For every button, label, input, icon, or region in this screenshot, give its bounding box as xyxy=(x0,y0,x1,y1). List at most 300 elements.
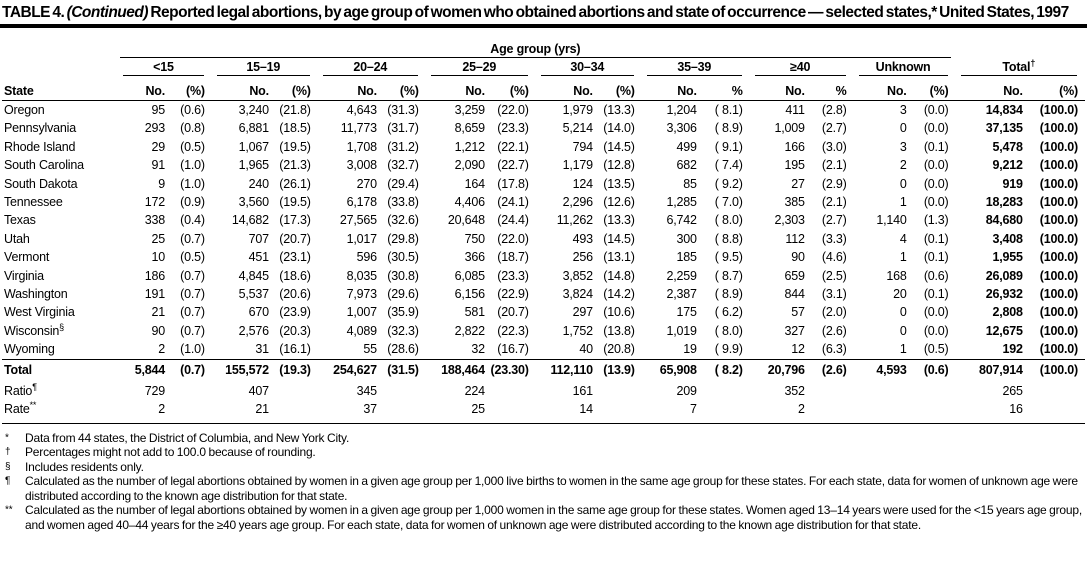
footnote-symbol: ¶ xyxy=(5,475,11,487)
count-cell: 12 xyxy=(791,342,805,357)
pct-cell: (3.1) xyxy=(821,287,847,302)
count-cell: 4,845 xyxy=(238,268,269,283)
count-cell: 844 xyxy=(784,287,805,302)
count-cell: 1,179 xyxy=(562,158,593,173)
pct-cell: (14.0) xyxy=(603,121,635,136)
pct-cell: (32.6) xyxy=(387,213,419,228)
rate-row xyxy=(2,400,1085,423)
pct-cell xyxy=(807,382,854,400)
age-group-header: Age group (yrs) xyxy=(120,42,950,58)
total-row xyxy=(2,359,1085,382)
count-cell: 40 xyxy=(579,342,593,357)
col-group-unknown: Unknown xyxy=(859,60,948,76)
pct-cell: (13.3) xyxy=(603,103,635,117)
subhead-no: No. xyxy=(750,76,807,101)
pct-cell: (17.8) xyxy=(497,176,529,191)
age-group-span-row xyxy=(2,38,1085,58)
count-cell: 188,464 xyxy=(426,359,487,382)
count-cell: 20 xyxy=(893,287,907,302)
pct-cell: (0.1) xyxy=(923,139,949,154)
pct-cell: (20.8) xyxy=(603,342,635,357)
count-cell: 175 xyxy=(676,305,697,320)
pct-cell: (0.5) xyxy=(180,250,205,265)
count-cell: 25 xyxy=(426,400,487,423)
pct-cell: (18.5) xyxy=(279,121,311,136)
pct-cell: (32.7) xyxy=(387,158,419,173)
table-row xyxy=(2,156,1085,174)
pct-cell: (0.0) xyxy=(923,121,949,136)
pct-cell: (0.5) xyxy=(180,139,205,154)
pct-cell xyxy=(595,382,642,400)
count-cell: 161 xyxy=(572,383,593,398)
group-label-row xyxy=(2,58,1085,76)
count-cell: 3,408 xyxy=(992,231,1023,246)
pct-cell: ( 9.5) xyxy=(714,250,743,265)
count-cell: 2,259 xyxy=(666,268,697,283)
count-cell: 3,824 xyxy=(562,287,593,302)
table-row xyxy=(2,119,1085,137)
count-cell: 14,682 xyxy=(231,213,269,228)
pct-cell: (100.0) xyxy=(1025,359,1085,382)
pct-cell: (0.7) xyxy=(180,231,205,246)
pct-cell: (21.8) xyxy=(279,103,311,117)
table-row xyxy=(2,248,1085,266)
subhead-no: No. xyxy=(318,76,379,101)
pct-cell xyxy=(1025,382,1085,400)
count-cell: 682 xyxy=(676,158,697,173)
count-cell: 338 xyxy=(144,213,166,228)
pct-cell: (14.5) xyxy=(603,139,635,154)
subhead-no: No. xyxy=(642,76,699,101)
empty-state-spacer xyxy=(2,58,118,76)
count-cell: 407 xyxy=(248,383,269,398)
pct-cell: (31.2) xyxy=(387,139,419,154)
pct-cell: ( 7.4) xyxy=(714,158,743,173)
pct-cell: (100.0) xyxy=(1039,323,1078,338)
table-row xyxy=(2,285,1085,303)
pct-cell xyxy=(1025,400,1085,423)
title-rule xyxy=(0,24,1087,28)
count-cell: 112,110 xyxy=(536,359,595,382)
count-cell: 1,017 xyxy=(346,231,377,246)
count-cell: 1,204 xyxy=(666,103,697,117)
count-cell: 90 xyxy=(791,250,805,265)
subhead-no: No. xyxy=(536,76,595,101)
pct-cell: (30.5) xyxy=(387,250,419,265)
row-label: South Carolina xyxy=(4,158,84,173)
footnote xyxy=(4,431,1083,446)
pct-cell: (0.7) xyxy=(180,268,205,283)
pct-cell: (19.5) xyxy=(279,195,311,210)
pct-cell: (0.1) xyxy=(923,250,949,265)
count-cell: 499 xyxy=(676,139,697,154)
pct-cell: (16.7) xyxy=(497,342,529,357)
pct-cell: (3.0) xyxy=(821,139,847,154)
row-label: Pennsylvania xyxy=(4,121,76,136)
pct-cell: (18.6) xyxy=(279,268,311,283)
row-label: Texas xyxy=(4,213,36,228)
pct-cell: (13.9) xyxy=(595,359,642,382)
table-row xyxy=(2,267,1085,285)
pct-cell: (100.0) xyxy=(1039,250,1078,265)
pct-cell: (100.0) xyxy=(1039,176,1078,191)
column-subhead-row xyxy=(2,76,1085,101)
count-cell: 26,089 xyxy=(985,268,1023,283)
count-cell: 1 xyxy=(899,195,907,210)
count-cell: 5,478 xyxy=(992,139,1023,154)
footnote xyxy=(4,474,1083,503)
row-label: Vermont xyxy=(4,250,50,265)
count-cell: 1 xyxy=(899,250,907,265)
count-cell: 27 xyxy=(791,176,805,191)
count-cell: 3 xyxy=(899,103,907,117)
pct-cell xyxy=(699,400,750,423)
row-label: West Virginia xyxy=(4,305,75,320)
pct-cell: ( 9.2) xyxy=(714,176,743,191)
footnote xyxy=(4,460,1083,475)
count-cell: 3 xyxy=(899,139,907,154)
pct-cell: (0.7) xyxy=(167,359,212,382)
pct-cell: (24.4) xyxy=(497,213,529,228)
pct-cell: (0.6) xyxy=(180,103,205,117)
count-cell: 2,576 xyxy=(238,323,269,338)
title-text: Reported legal abortions, by age group of women who obtained abortions and state of occurrence — selected states,* United States, 1997 xyxy=(150,4,1069,21)
pct-cell: (13.1) xyxy=(603,250,635,265)
count-cell: 209 xyxy=(676,383,697,398)
count-cell: 596 xyxy=(356,250,377,265)
pct-cell: (20.6) xyxy=(279,287,311,302)
pct-cell xyxy=(909,382,956,400)
count-cell: 707 xyxy=(248,231,269,246)
count-cell: 3,852 xyxy=(562,268,593,283)
pct-cell: (100.0) xyxy=(1039,103,1078,117)
footnote-text: Percentages might not add to 100.0 because of rounding. xyxy=(25,445,316,459)
pct-cell: (21.3) xyxy=(279,158,311,173)
count-cell: 270 xyxy=(356,176,377,191)
count-cell: 7 xyxy=(642,400,699,423)
pct-cell: (10.6) xyxy=(603,305,635,320)
count-cell: 55 xyxy=(363,342,377,357)
count-cell: 659 xyxy=(784,268,805,283)
footnote-symbol: * xyxy=(5,432,9,443)
footnotes xyxy=(4,431,1083,533)
pct-cell xyxy=(487,400,536,423)
count-cell: 8,659 xyxy=(454,121,485,136)
count-cell: 166 xyxy=(784,139,805,154)
count-cell: 65,908 xyxy=(642,359,699,382)
pct-cell: (0.8) xyxy=(180,121,205,136)
subhead-no: No. xyxy=(956,76,1025,101)
pct-cell: (23.3) xyxy=(497,268,529,283)
pct-cell: (100.0) xyxy=(1039,195,1078,210)
count-cell: 750 xyxy=(464,231,485,246)
pct-cell: (22.0) xyxy=(497,231,529,246)
subhead-pct: (%) xyxy=(909,76,956,101)
pct-cell: (1.3) xyxy=(923,213,949,228)
count-cell: 172 xyxy=(144,195,166,210)
count-cell: 11,773 xyxy=(340,121,377,136)
pct-cell: (28.6) xyxy=(387,342,419,357)
pct-cell: (13.5) xyxy=(603,176,635,191)
count-cell: 6,881 xyxy=(238,121,269,136)
count-cell: 729 xyxy=(144,383,166,398)
count-cell: 0 xyxy=(899,323,907,338)
count-cell: 29 xyxy=(151,139,166,154)
count-cell: 5,214 xyxy=(562,121,593,136)
footnote-symbol: ** xyxy=(5,504,13,516)
count-cell xyxy=(854,382,909,400)
count-cell: 451 xyxy=(248,250,269,265)
table-row xyxy=(2,303,1085,321)
row-label: South Dakota xyxy=(4,176,78,191)
count-cell: 195 xyxy=(784,158,805,173)
count-cell: 493 xyxy=(572,231,593,246)
pct-cell: (26.1) xyxy=(279,176,311,191)
count-cell: 32 xyxy=(471,342,485,357)
count-cell: 164 xyxy=(464,176,485,191)
count-cell: 16 xyxy=(956,400,1025,423)
count-cell: 3,259 xyxy=(454,103,485,117)
count-cell: 186 xyxy=(144,268,166,283)
footnote-symbol: § xyxy=(5,461,11,472)
count-cell: 224 xyxy=(464,383,485,398)
count-cell: 0 xyxy=(899,121,907,136)
pct-cell: (0.9) xyxy=(180,195,205,210)
pct-cell: (0.6) xyxy=(909,359,956,382)
pct-cell: (23.9) xyxy=(279,305,311,320)
col-group-lt15: <15 xyxy=(123,60,204,76)
pct-cell: (2.7) xyxy=(821,121,847,136)
pct-cell: (23.3) xyxy=(497,121,529,136)
pct-cell: ( 8.9) xyxy=(714,287,743,302)
count-cell: 12,675 xyxy=(985,323,1023,338)
pct-cell: (14.5) xyxy=(603,231,635,246)
pct-cell: (0.6) xyxy=(923,268,949,283)
subhead-no: No. xyxy=(426,76,487,101)
footnote-text: Includes residents only. xyxy=(25,459,144,474)
count-cell: 385 xyxy=(784,195,805,210)
row-label: Total xyxy=(2,359,118,382)
subhead-pct: (%) xyxy=(271,76,318,101)
pct-cell: (100.0) xyxy=(1039,139,1078,154)
subhead-pct: (%) xyxy=(379,76,426,101)
pct-cell: ( 8.8) xyxy=(714,231,743,246)
pct-cell: (23.30) xyxy=(487,359,536,382)
count-cell: 265 xyxy=(1002,383,1023,398)
pct-cell: (0.0) xyxy=(923,158,949,173)
count-cell: 112 xyxy=(785,231,805,246)
pct-cell: (1.0) xyxy=(180,158,205,173)
count-cell: 7,973 xyxy=(346,287,377,302)
pct-cell: (100.0) xyxy=(1039,287,1078,302)
footnote-symbol: † xyxy=(5,446,11,458)
pct-cell: (100.0) xyxy=(1039,213,1078,228)
footnote-text: Calculated as the number of legal abortions obtained by women in a given age group per 1,000 women in the same age group for these states. Women aged 13–14 years were used for the <15 years age group, and women aged 40–44 years for the ≥40 years age group. For each state, data for women of unknown age were distributed according to the known age distribution for that state. xyxy=(25,503,1082,532)
count-cell: 366 xyxy=(464,250,485,265)
count-cell: 1,009 xyxy=(774,121,805,136)
pct-cell: (0.4) xyxy=(180,213,205,228)
pct-cell xyxy=(379,382,426,400)
pct-cell xyxy=(487,382,536,400)
count-cell: 27,565 xyxy=(339,213,377,228)
footnote xyxy=(4,445,1083,460)
pct-cell: (0.7) xyxy=(180,287,205,302)
count-cell: 1,212 xyxy=(454,139,485,154)
pct-cell: ( 8.7) xyxy=(714,268,743,283)
pct-cell: ( 8.9) xyxy=(714,121,743,136)
pct-cell: (19.3) xyxy=(271,359,318,382)
pct-cell: (13.3) xyxy=(603,213,635,228)
col-group-25-29: 25–29 xyxy=(431,60,528,76)
pct-cell: (0.7) xyxy=(180,323,205,338)
count-cell: 5,844 xyxy=(118,359,167,382)
count-cell: 9 xyxy=(158,176,166,191)
pct-cell: (32.3) xyxy=(387,323,419,338)
count-cell: 57 xyxy=(791,305,805,320)
count-cell: 256 xyxy=(572,250,593,265)
count-cell: 807,914 xyxy=(956,359,1025,382)
count-cell: 3,560 xyxy=(238,195,269,210)
count-cell: 2,296 xyxy=(562,195,593,210)
col-group-35-39: 35–39 xyxy=(647,60,742,76)
table-row xyxy=(2,340,1085,359)
pct-cell: (100.0) xyxy=(1039,231,1078,246)
pct-cell: (3.3) xyxy=(821,231,847,246)
count-cell: 95 xyxy=(151,103,166,117)
count-cell: 4 xyxy=(899,231,907,246)
subhead-pct: (%) xyxy=(1025,76,1085,101)
abortions-table xyxy=(2,38,1085,424)
count-cell: 3,240 xyxy=(238,103,269,117)
count-cell: 794 xyxy=(572,139,593,154)
pct-cell: (1.0) xyxy=(180,342,205,357)
count-cell: 919 xyxy=(1002,176,1023,191)
table-row xyxy=(2,101,1085,120)
count-cell: 3,008 xyxy=(346,158,377,173)
pct-cell xyxy=(595,400,642,423)
pct-cell xyxy=(807,400,854,423)
pct-cell xyxy=(379,400,426,423)
count-cell: 2,303 xyxy=(774,213,805,228)
pct-cell: (2.6) xyxy=(821,323,847,338)
count-cell: 85 xyxy=(683,176,697,191)
row-label: Wisconsin§ xyxy=(4,321,64,338)
count-cell: 168 xyxy=(886,268,907,283)
pct-cell: ( 8.2) xyxy=(699,359,750,382)
pct-cell: (20.3) xyxy=(279,323,311,338)
count-cell: 1,965 xyxy=(238,158,269,173)
row-label: Oregon xyxy=(4,103,45,117)
count-cell: 37 xyxy=(318,400,379,423)
count-cell: 2,387 xyxy=(666,287,697,302)
count-cell: 20,796 xyxy=(750,359,807,382)
pct-cell: (17.3) xyxy=(279,213,311,228)
count-cell: 1,955 xyxy=(992,250,1023,265)
count-cell: 84,680 xyxy=(985,213,1023,228)
count-cell: 8,035 xyxy=(346,268,377,283)
subhead-pct: (%) xyxy=(167,76,212,101)
count-cell: 4,643 xyxy=(346,103,377,117)
count-cell: 2 xyxy=(750,400,807,423)
count-cell: 3,306 xyxy=(666,121,697,136)
pct-cell: (19.5) xyxy=(279,139,311,154)
row-label: Washington xyxy=(4,287,68,302)
col-group-20-24: 20–24 xyxy=(323,60,418,76)
pct-cell: (22.3) xyxy=(497,323,529,338)
count-cell: 1,979 xyxy=(562,103,593,117)
count-cell: 1,019 xyxy=(666,323,697,338)
count-cell: 14,834 xyxy=(985,103,1023,117)
pct-cell: (31.3) xyxy=(387,103,419,117)
row-label: Rhode Island xyxy=(4,139,76,154)
count-cell: 2,808 xyxy=(992,305,1023,320)
pct-cell: (6.3) xyxy=(821,342,847,357)
count-cell: 1,708 xyxy=(346,139,377,154)
pct-cell: (2.0) xyxy=(821,305,847,320)
count-cell: 192 xyxy=(1002,342,1023,357)
pct-cell: (22.1) xyxy=(497,139,529,154)
pct-cell: (2.7) xyxy=(821,213,847,228)
footnote-text: Data from 44 states, the District of Columbia, and New York City. xyxy=(25,430,350,445)
pct-cell: (20.7) xyxy=(497,305,529,320)
pct-cell: (100.0) xyxy=(1039,342,1078,357)
footnote xyxy=(4,503,1083,532)
pct-cell: (12.8) xyxy=(603,158,635,173)
subhead-no: No. xyxy=(212,76,271,101)
row-label: Tennessee xyxy=(4,195,63,210)
pct-cell: ( 6.2) xyxy=(714,305,743,320)
state-header: State xyxy=(2,76,118,101)
pct-cell: (16.1) xyxy=(279,342,311,357)
count-cell: 9,212 xyxy=(992,158,1023,173)
pct-cell: (22.9) xyxy=(497,287,529,302)
subhead-pct: (%) xyxy=(487,76,536,101)
subhead-no: No. xyxy=(118,76,167,101)
count-cell: 345 xyxy=(356,383,377,398)
pct-cell: ( 9.1) xyxy=(714,139,743,154)
pct-cell: (4.6) xyxy=(821,250,847,265)
pct-cell: (100.0) xyxy=(1039,268,1078,283)
count-cell: 0 xyxy=(899,176,907,191)
count-cell: 14 xyxy=(536,400,595,423)
count-cell: 254,627 xyxy=(318,359,379,382)
count-cell: 300 xyxy=(676,231,697,246)
count-cell: 37,135 xyxy=(985,121,1023,136)
table-row xyxy=(2,138,1085,156)
count-cell xyxy=(854,400,909,423)
count-cell: 240 xyxy=(248,176,269,191)
count-cell: 6,156 xyxy=(454,287,485,302)
subhead-no: No. xyxy=(854,76,909,101)
count-cell: 4,089 xyxy=(346,323,377,338)
count-cell: 2,090 xyxy=(454,158,485,173)
empty-corner xyxy=(2,38,118,58)
pct-cell: (31.7) xyxy=(387,121,419,136)
pct-cell: (13.8) xyxy=(603,323,635,338)
count-cell: 11,262 xyxy=(556,213,593,228)
pct-cell: (0.7) xyxy=(180,305,205,320)
pct-cell: (2.6) xyxy=(807,359,854,382)
pct-cell: ( 8.0) xyxy=(714,323,743,338)
row-label: Wyoming xyxy=(4,342,55,357)
count-cell: 6,742 xyxy=(666,213,697,228)
count-cell: 581 xyxy=(464,305,485,320)
col-group-total: Total† xyxy=(961,60,1077,76)
empty-total-spacer xyxy=(956,38,1085,58)
count-cell: 327 xyxy=(784,323,805,338)
pct-cell: (24.1) xyxy=(497,195,529,210)
pct-cell: (0.0) xyxy=(923,103,949,117)
